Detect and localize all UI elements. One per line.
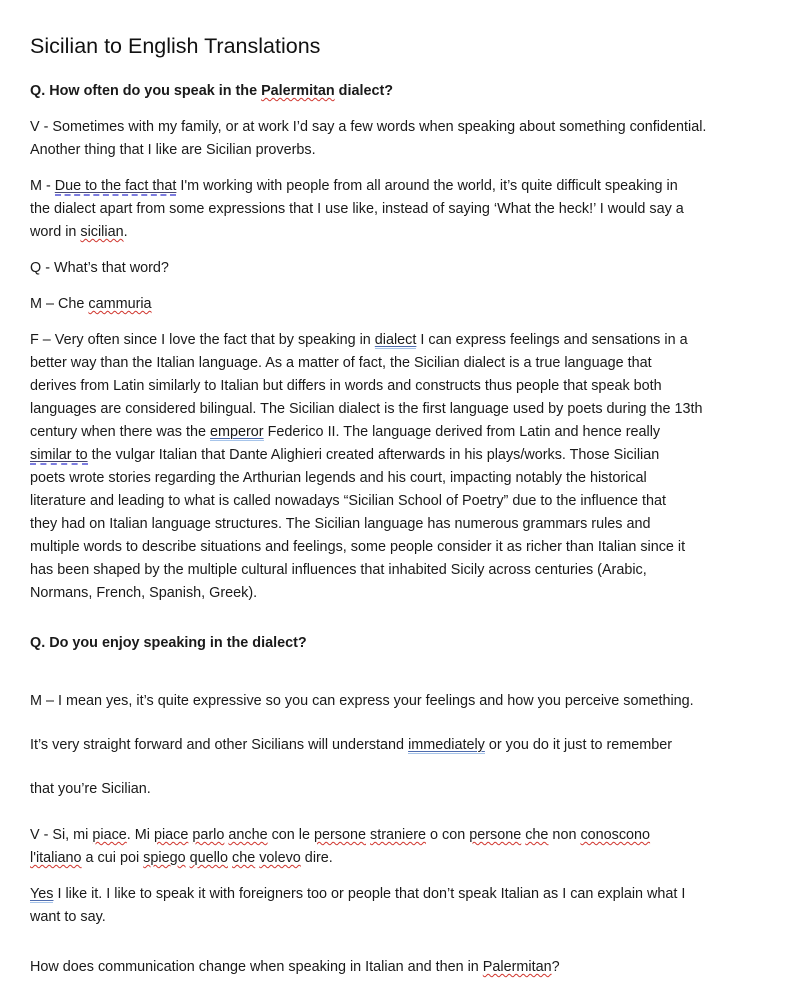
text-run: better way than the Italian language. As a matter of fact, the Sicilian dialect is a true language that xyxy=(30,355,652,371)
misspelled-word[interactable]: sicilian xyxy=(80,224,124,240)
text-run: V - Si, mi xyxy=(30,827,93,843)
text-run: has been shaped by the multiple cultural influences that inhabited Sicily across centuries (Arabic, xyxy=(30,562,647,578)
question-heading xyxy=(30,80,774,103)
misspelled-word[interactable]: che xyxy=(525,827,549,843)
paragraph xyxy=(30,293,774,316)
misspelled-word[interactable]: Palermitan xyxy=(261,83,335,99)
misspelled-word[interactable]: piace xyxy=(92,827,127,843)
text-run: non xyxy=(548,827,581,843)
misspelled-word[interactable]: quello xyxy=(189,850,228,866)
grammar-suggestion[interactable]: immediately xyxy=(408,737,485,753)
text-line xyxy=(30,824,774,847)
text-run: I'm working with people from all around the world, it’s quite difficult speaking in xyxy=(176,178,678,194)
misspelled-word[interactable]: che xyxy=(232,850,256,866)
text-run: It’s very straight forward and other Sicilians will understand xyxy=(30,737,409,753)
misspelled-word[interactable]: l'italiano xyxy=(30,850,82,866)
text-line xyxy=(30,513,774,536)
misspelled-word[interactable]: parlo xyxy=(192,827,225,843)
text-run: they had on Italian language structures. The Sicilian language has numerous grammars rules and xyxy=(30,516,651,532)
text-run: want to say. xyxy=(30,909,106,925)
text-run: Federico II. The language derived from Latin and hence really xyxy=(263,424,661,440)
text-run: I like it. I like to speak it with foreigners too or people that don’t speak Italian as I can explain what I xyxy=(53,886,686,902)
paragraph xyxy=(30,956,774,979)
text-run: . xyxy=(123,224,128,240)
text-run: the dialect apart from some expressions that I use like, instead of saying ‘What the heck!’ I would say a xyxy=(30,201,684,217)
text-run: o con xyxy=(426,827,470,843)
text-run: ? xyxy=(551,959,560,975)
text-line xyxy=(30,582,774,605)
text-run: M - xyxy=(30,178,55,194)
text-line xyxy=(30,536,774,559)
refinement-suggestion[interactable]: similar to xyxy=(30,447,88,463)
text-run: Q. Do you enjoy speaking in the dialect? xyxy=(30,635,307,651)
document-title: Sicilian to English Translations xyxy=(30,34,321,58)
paragraph xyxy=(30,679,774,811)
misspelled-word[interactable]: straniere xyxy=(370,827,427,843)
text-run: I can express feelings and sensations in a xyxy=(416,332,688,348)
misspelled-word[interactable]: spiego xyxy=(143,850,186,866)
text-line xyxy=(30,421,774,444)
paragraph xyxy=(30,824,774,870)
misspelled-word[interactable]: Palermitan xyxy=(482,959,552,975)
text-run: literature and leading to what is called nowadays “Sicilian School of Poetry” due to the influence that xyxy=(30,493,666,509)
text-line xyxy=(30,906,774,929)
misspelled-word[interactable]: anche xyxy=(228,827,268,843)
text-run: that you’re Sicilian. xyxy=(30,781,151,797)
text-run: multiple words to describe situations and feelings, some people consider it as richer than Italian since it xyxy=(30,539,686,555)
question-heading xyxy=(30,632,774,655)
text-line xyxy=(30,767,774,811)
text-run: languages are considered bilingual. The Sicilian dialect is the first language used by poets during the 13th xyxy=(30,401,703,417)
text-line xyxy=(30,198,774,221)
grammar-suggestion[interactable]: emperor xyxy=(209,424,264,440)
misspelled-word[interactable]: persone xyxy=(469,827,522,843)
text-run: V - Sometimes with my family, or at work I’d say a few words when speaking about something confidential. xyxy=(30,119,707,135)
text-run: a cui poi xyxy=(81,850,144,866)
text-line xyxy=(30,293,774,316)
misspelled-word[interactable]: persone xyxy=(314,827,367,843)
text-run: word in xyxy=(30,224,81,240)
text-line xyxy=(30,257,774,280)
text-line xyxy=(30,632,774,655)
text-run: Q. How often do you speak in the xyxy=(30,83,262,99)
text-run: F – Very often since I love the fact that by speaking in xyxy=(30,332,375,348)
text-line xyxy=(30,883,774,906)
text-run: con le xyxy=(267,827,314,843)
text-line xyxy=(30,467,774,490)
paragraph xyxy=(30,175,774,244)
text-line xyxy=(30,679,774,723)
text-line xyxy=(30,175,774,198)
text-run: or you do it just to remember xyxy=(484,737,673,753)
text-run: century when there was the xyxy=(30,424,210,440)
paragraph xyxy=(30,883,774,929)
text-run: poets wrote stories regarding the Arthurian legends and his court, impacting notably the historical xyxy=(30,470,647,486)
misspelled-word[interactable]: volevo xyxy=(259,850,301,866)
text-run: M – I mean yes, it’s quite expressive so you can express your feelings and how you perceive something. xyxy=(30,693,694,709)
text-line xyxy=(30,375,774,398)
misspelled-word[interactable]: piace xyxy=(153,827,189,843)
text-line xyxy=(30,398,774,421)
text-run: M – Che xyxy=(30,296,89,312)
text-line xyxy=(30,329,774,352)
text-line xyxy=(30,444,774,467)
text-run: Normans, French, Spanish, Greek). xyxy=(30,585,258,601)
paragraph xyxy=(30,116,774,162)
grammar-suggestion[interactable]: dialect xyxy=(374,332,417,348)
text-line xyxy=(30,723,774,767)
text-line xyxy=(30,221,774,244)
paragraph xyxy=(30,257,774,280)
text-line xyxy=(30,559,774,582)
text-line xyxy=(30,116,774,139)
text-run: the vulgar Italian that Dante Alighieri created afterwards in his plays/works. Those Sicilian xyxy=(87,447,660,463)
text-line xyxy=(30,490,774,513)
text-line xyxy=(30,139,774,162)
misspelled-word[interactable]: conoscono xyxy=(580,827,651,843)
text-line xyxy=(30,80,774,103)
refinement-suggestion[interactable]: Due to the fact that xyxy=(54,178,177,194)
document-body xyxy=(30,80,774,979)
text-run: Q - What’s that word? xyxy=(30,260,169,276)
text-line xyxy=(30,352,774,375)
text-run: . Mi xyxy=(126,827,154,843)
misspelled-word[interactable]: cammuria xyxy=(88,296,152,312)
text-run: derives from Latin similarly to Italian but differs in words and constructs thus people that speak both xyxy=(30,378,662,394)
text-line xyxy=(30,956,774,979)
grammar-suggestion[interactable]: Yes xyxy=(30,886,54,902)
paragraph xyxy=(30,329,774,605)
text-run: How does communication change when speaking in Italian and then in xyxy=(30,959,483,975)
text-run: dialect? xyxy=(334,83,394,99)
text-line xyxy=(30,847,774,870)
text-run: Another thing that I like are Sicilian proverbs. xyxy=(30,142,316,158)
text-run: dire. xyxy=(300,850,333,866)
